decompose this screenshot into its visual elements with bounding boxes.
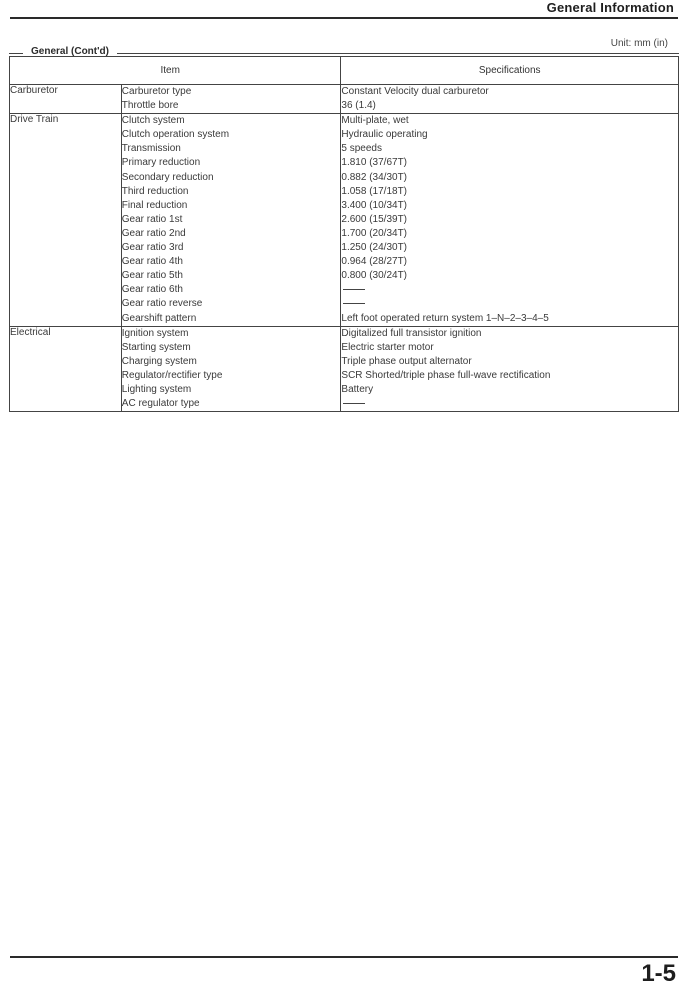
table-row <box>10 85 679 114</box>
item-label: AC regulator type <box>121 398 200 410</box>
item-label: Transmission <box>121 143 181 155</box>
spec-value: SCR Shorted/triple phase full-wave rectification <box>341 369 551 381</box>
spec-value: Left foot operated return system 1–N–2–3–4–5 <box>341 312 549 324</box>
spec-value: 0.800 (30/24T) <box>341 270 408 282</box>
spec-cell <box>341 85 679 114</box>
item-label: Third reduction <box>121 185 189 197</box>
spec-cell <box>341 326 679 412</box>
section-frame <box>9 46 679 57</box>
spec-value: Battery <box>341 383 374 395</box>
item-label: Primary reduction <box>121 157 201 169</box>
spec-table <box>9 56 679 412</box>
spec-value <box>341 283 678 297</box>
spec-value: 2.600 (15/39T) <box>341 213 408 225</box>
item-label: Regulator/rectifier type <box>121 369 223 381</box>
column-header-item: Item <box>10 57 341 85</box>
spec-value <box>341 397 678 411</box>
spec-value: 0.964 (28/27T) <box>341 256 408 268</box>
item-label: Gear ratio 3rd <box>121 242 184 254</box>
spec-value: Digitalized full transistor ignition <box>341 327 482 339</box>
spec-value: 5 speeds <box>341 143 382 155</box>
item-cell <box>121 326 341 412</box>
item-label: Gear ratio 5th <box>121 270 183 282</box>
item-label: Starting system <box>121 341 191 353</box>
item-label: Clutch system <box>121 115 185 127</box>
item-label: Gear ratio reverse <box>121 298 203 310</box>
section-title: General (Cont'd) <box>23 46 117 57</box>
not-applicable-dash <box>343 303 365 304</box>
header-rule <box>10 17 678 19</box>
page-number: 1-5 <box>641 960 676 987</box>
spec-value: 1.810 (37/67T) <box>341 157 408 169</box>
item-label: Final reduction <box>121 199 188 211</box>
item-label: Lighting system <box>121 383 192 395</box>
not-applicable-dash <box>343 403 365 404</box>
item-label: Gearshift pattern <box>121 312 197 324</box>
spec-value: 1.700 (20/34T) <box>341 227 408 239</box>
footer-rule <box>10 956 678 958</box>
not-applicable-dash <box>343 289 365 290</box>
item-label: Clutch operation system <box>121 129 230 141</box>
category-cell: Carburetor <box>10 85 122 114</box>
item-label: Gear ratio 4th <box>121 256 183 268</box>
table-header-row <box>10 57 679 85</box>
table-row <box>10 326 679 412</box>
item-cell <box>121 85 341 114</box>
spec-value: 36 (1.4) <box>341 100 376 112</box>
item-cell <box>121 114 341 326</box>
spec-value: Electric starter motor <box>341 341 434 353</box>
spec-value: Multi-plate, wet <box>341 115 409 127</box>
column-header-specifications: Specifications <box>341 57 679 85</box>
spec-value: 1.058 (17/18T) <box>341 185 408 197</box>
category-cell: Electrical <box>10 326 122 412</box>
item-label: Charging system <box>121 355 197 367</box>
item-label: Gear ratio 2nd <box>121 227 186 239</box>
item-label: Gear ratio 6th <box>121 284 183 296</box>
spec-value: 0.882 (34/30T) <box>341 171 408 183</box>
unit-note: Unit: mm (in) <box>610 38 668 49</box>
header-title: General Information <box>546 0 674 15</box>
spec-value <box>341 297 678 311</box>
spec-value: 1.250 (24/30T) <box>341 242 408 254</box>
item-label: Gear ratio 1st <box>121 213 183 225</box>
item-label: Secondary reduction <box>121 171 214 183</box>
spec-value: Hydraulic operating <box>341 129 428 141</box>
spec-value: Triple phase output alternator <box>341 355 472 367</box>
spec-value: 3.400 (10/34T) <box>341 199 408 211</box>
item-label: Ignition system <box>121 327 189 339</box>
table-row <box>10 114 679 326</box>
item-label: Carburetor type <box>121 86 192 97</box>
spec-table-body <box>10 85 679 412</box>
spec-cell <box>341 114 679 326</box>
item-label: Throttle bore <box>121 100 179 112</box>
category-cell: Drive Train <box>10 114 122 326</box>
spec-value: Constant Velocity dual carburetor <box>341 86 489 97</box>
